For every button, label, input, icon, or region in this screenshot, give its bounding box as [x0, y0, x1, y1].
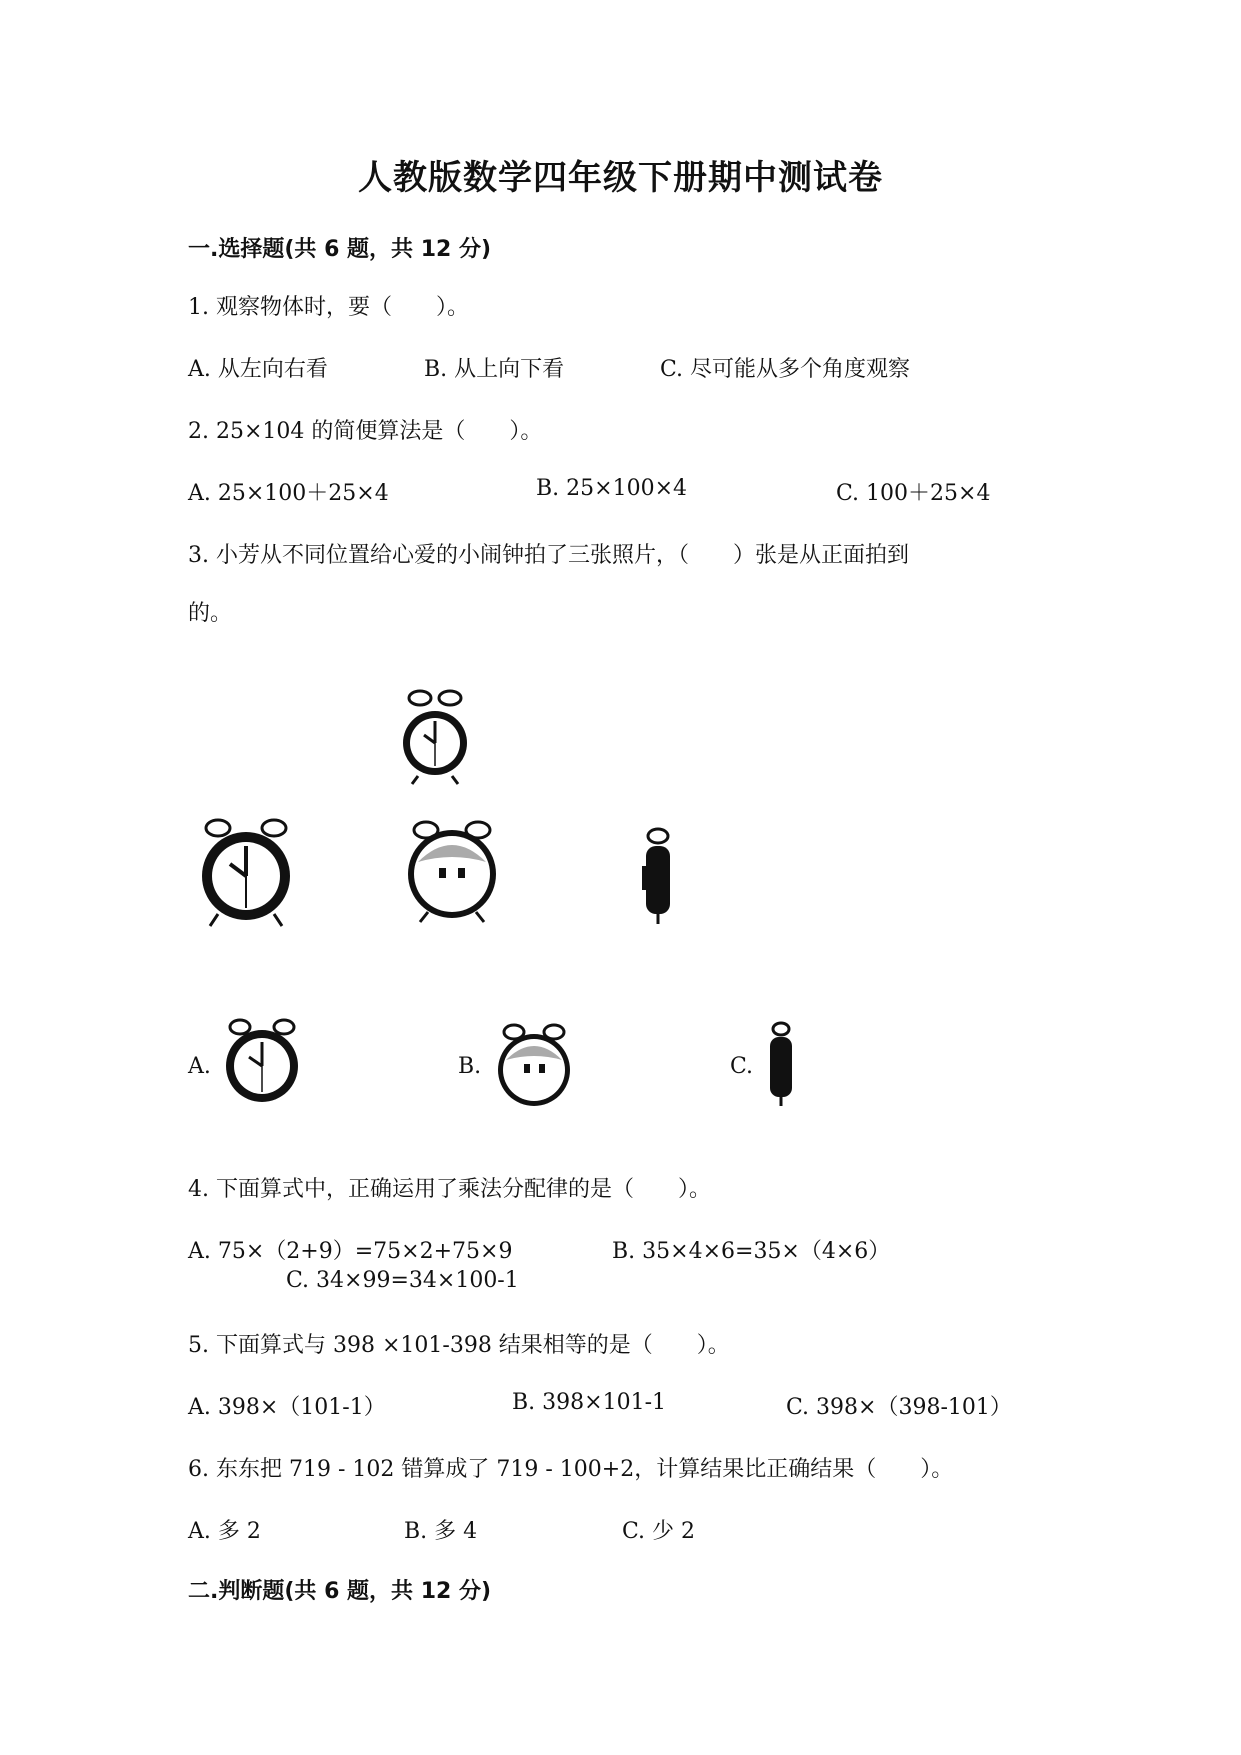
- question-3-option-b: B.: [458, 1054, 482, 1079]
- question-3-stem-line-1: 3. 小芳从不同位置给心爱的小闹钟拍了三张照片，（ ）张是从正面拍到: [188, 543, 909, 568]
- question-4-option-a: A. 75×（2+9）=75×2+75×9: [188, 1239, 513, 1264]
- question-5-option-b: B. 398×101-1: [512, 1390, 666, 1415]
- question-5-stem: 5. 下面算式与 398 ×101-398 结果相等的是（ ）。: [188, 1333, 730, 1358]
- question-6-option-a: A. 多 2: [188, 1519, 261, 1544]
- section-heading-choice: 一.选择题(共 6 题，共 12 分): [188, 237, 492, 262]
- question-1-option-a: A. 从左向右看: [188, 357, 328, 382]
- question-3-stem-line-2: 的。: [188, 601, 233, 626]
- question-3-option-a: A.: [188, 1054, 211, 1079]
- question-4-option-b: B. 35×4×6=35×（4×6）: [612, 1239, 891, 1264]
- question-2-option-c: C. 100＋25×4: [836, 481, 991, 506]
- alarm-clock-back-icon: [402, 818, 502, 928]
- alarm-clock-front-icon: [400, 688, 470, 798]
- question-4-option-c: C. 34×99=34×100-1: [286, 1268, 519, 1293]
- question-5-option-c: C. 398×（398-101）: [786, 1395, 1012, 1420]
- question-5-option-a: A. 398×（101-1）: [188, 1395, 386, 1420]
- question-6-stem: 6. 东东把 719 - 102 错算成了 719 - 100+2，计算结果比正确结果（ ）。: [188, 1457, 954, 1482]
- question-3-option-c: C.: [730, 1054, 754, 1079]
- alarm-clock-front-icon: [222, 1018, 302, 1110]
- alarm-clock-back-icon: [494, 1022, 574, 1108]
- question-6-option-c: C. 少 2: [622, 1519, 696, 1544]
- question-1-stem: 1. 观察物体时，要（ ）。: [188, 295, 469, 320]
- question-1-option-b: B. 从上向下看: [424, 357, 565, 382]
- question-2-stem: 2. 25×104 的简便算法是（ ）。: [188, 419, 543, 444]
- question-1-option-c: C. 尽可能从多个角度观察: [660, 357, 911, 382]
- alarm-clock-side-icon: [638, 828, 678, 928]
- question-6-option-b: B. 多 4: [404, 1519, 478, 1544]
- section-heading-judgement: 二.判断题(共 6 题，共 12 分): [188, 1579, 492, 1604]
- question-2-option-b: B. 25×100×4: [536, 476, 688, 501]
- question-2-option-a: A. 25×100＋25×4: [188, 481, 389, 506]
- page-title: 人教版数学四年级下册期中测试卷: [358, 158, 883, 198]
- alarm-clock-front-icon: [196, 818, 296, 928]
- question-4-stem: 4. 下面算式中，正确运用了乘法分配律的是（ ）。: [188, 1177, 711, 1202]
- alarm-clock-side-icon: [764, 1022, 798, 1108]
